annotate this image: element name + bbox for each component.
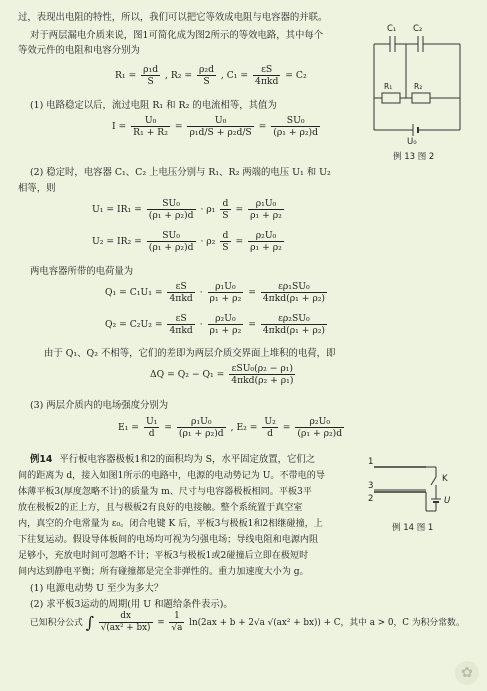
equation-q2: Q₂ = C₂U₂ = $\frac{\varepsilon S}{\text{4πkd}}$ · $\frac{\text{ρ₂U₀}}{\text{ρ₁ + ρ₂}}$ = $\frac{\text{ερ₂SU₀}}{\text{4πkd(ρ₁ + ρ₂)}}$ bbox=[105, 313, 326, 336]
fig13-label-c1: C₁ bbox=[387, 24, 397, 34]
question-1: (1) 电源电动势 U 至少为多大？ bbox=[30, 583, 164, 594]
fig14-label-u: U bbox=[444, 496, 451, 506]
example-14-line-3: 体薄平板3(厚度忽略不计)的质量为 m、尺寸与电容器极板相同。平板3平 bbox=[18, 487, 312, 497]
charge-difference-text: 由于 Q₁、Q₂ 不相等，它们的差即为两层介质交界面上堆积的电荷，即 bbox=[44, 348, 336, 359]
example-14-line-6: 下往复运动。假设导体板间的电场均可视为匀强电场；导线电阻和电源内阻 bbox=[18, 535, 319, 545]
intro-line-1: 过，表现出电阻的特性，所以，我们可以把它等效成电阻与电容器的并联。 bbox=[18, 12, 328, 23]
fig14-label-plate-3: 3 bbox=[368, 481, 374, 491]
part-2-text-b: 相等，则 bbox=[18, 183, 56, 194]
example-14-line-7: 足够小，充放电时间可忽略不计；平板3与极板1或2碰撞后立即在极短时 bbox=[18, 551, 309, 561]
fig13-label-c2: C₂ bbox=[413, 24, 423, 34]
equation-delta-q: ΔQ = Q₂ − Q₁ = $\frac{\text{εSU₀(ρ₂ − ρ₁)}}{\text{4πkd(ρ₂ + ρ₁)}}$ bbox=[150, 363, 294, 386]
example-14-line-5: 内，真空的介电常量为 ε₀。闭合电键 K 后，平板3与极板1和2相继碰撞，上 bbox=[18, 519, 323, 529]
fig14-label-switch-k: K bbox=[442, 474, 448, 484]
integral-formula: 已知积分公式 ∫ $\frac{dx}{\text{√(ax² + bx)}}$ = $\frac{1}{√a}$ ln(2ax + b + 2√a √(ax² + bx)) + C，其中 a > 0，C 为积分常数。 bbox=[30, 611, 465, 633]
equation-u1: U₁ = IR₁ = $\frac{\text{SU₀}}{\text{(ρ₁ + ρ₂)d}}$ · ρ₁ $\frac{d}{S}$ = $\frac{\text{ρ₁U₀}}{\text{ρ₁ + ρ₂}}$ bbox=[92, 198, 282, 221]
equation-field: E₁ = $\frac{\text{U₁}}{d}$ = $\frac{\text{ρ₁U₀}}{\text{(ρ₁ + ρ₂)d}}$ , E₂ = $\frac{\text{U₂}}{d}$ = $\frac{\text{ρ₂U₀}}{\text{(ρ₁ + ρ₂)d}}$ bbox=[118, 416, 343, 439]
equation-r-c: R₁ = $\frac{\text{ρ₁d}}{S}$ , R₂ = $\frac{\text{ρ₂d}}{S}$ , C₁ = $\frac{\varepsilon S}{\text{4πkd}}$ = C₂ bbox=[115, 64, 307, 87]
part-3-text: (3) 两层介质内的电场强度分别为 bbox=[30, 400, 169, 411]
fig13-label-r2: R₂ bbox=[414, 82, 423, 91]
fig14-label-plate-1: 1 bbox=[368, 457, 374, 467]
example-14-line-1: 例14 平行板电容器极板1和2的面积均为 S，水平固定放置，它们之 bbox=[30, 454, 316, 465]
equation-current: I = $\frac{\text{U₀}}{\text{R₁ + R₂}}$ = $\frac{\text{U₀}}{\text{ρ₁d/S + ρ₂d/S}}$ = $\frac{\text{SU₀}}{\text{(ρ₁ + ρ₂)d}}$ bbox=[112, 115, 319, 138]
fig13-caption: 例 13 图 2 bbox=[393, 152, 435, 162]
charge-intro: 两电容器所带的电荷量为 bbox=[30, 266, 134, 277]
watermark-icon: ✿ bbox=[455, 661, 479, 685]
example-14-line-4: 放在极板2的正上方，且与极板2有良好的电接触。整个系统置于真空室 bbox=[18, 503, 303, 513]
example-14-label: 例14 bbox=[30, 454, 53, 465]
fig13-label-r1: R₁ bbox=[384, 82, 393, 91]
question-2: (2) 求平板3运动的周期(用 U 和题给条件表示)。 bbox=[30, 599, 233, 610]
example-14-line-8: 间内达到静电平衡；所有碰撞都是完全非弹性的。重力加速度大小为 g。 bbox=[18, 567, 309, 577]
example-14-line-2: 间的距离为 d，接入如图1所示的电路中，电源的电动势记为 U。不带电的导 bbox=[18, 471, 325, 481]
equation-u2: U₂ = IR₂ = $\frac{\text{SU₀}}{\text{(ρ₁ + ρ₂)d}}$ · ρ₂ $\frac{d}{S}$ = $\frac{\text{ρ₂U₀}}{\text{ρ₁ + ρ₂}}$ bbox=[92, 230, 282, 253]
capacitor-diagram-fig14 bbox=[368, 455, 468, 525]
intro-line-2: 对于两层漏电介质来说，图1可简化成为图2所示的等效电路，其中每个 bbox=[30, 30, 324, 41]
part-2-text-a: (2) 稳定时，电容器 C₁、C₂ 上电压分别与 R₁、R₂ 两端的电压 U₁ 和 U₂ bbox=[30, 167, 331, 178]
part-1-text: (1) 电路稳定以后，流过电阻 R₁ 和 R₂ 的电流相等，其值为 bbox=[30, 100, 277, 111]
fig14-label-plate-2: 2 bbox=[368, 494, 374, 504]
intro-line-3: 等效元件的电阻和电容分别为 bbox=[18, 45, 140, 56]
equation-q1: Q₁ = C₁U₁ = $\frac{\varepsilon S}{\text{4πkd}}$ · $\frac{\text{ρ₁U₀}}{\text{ρ₁ + ρ₂}}$ = $\frac{\text{ερ₁SU₀}}{\text{4πkd(ρ₁ + ρ₂)}}$ bbox=[105, 281, 326, 304]
fig14-caption: 例 14 图 1 bbox=[392, 523, 434, 533]
fig13-label-u0: U₀ bbox=[407, 137, 417, 147]
